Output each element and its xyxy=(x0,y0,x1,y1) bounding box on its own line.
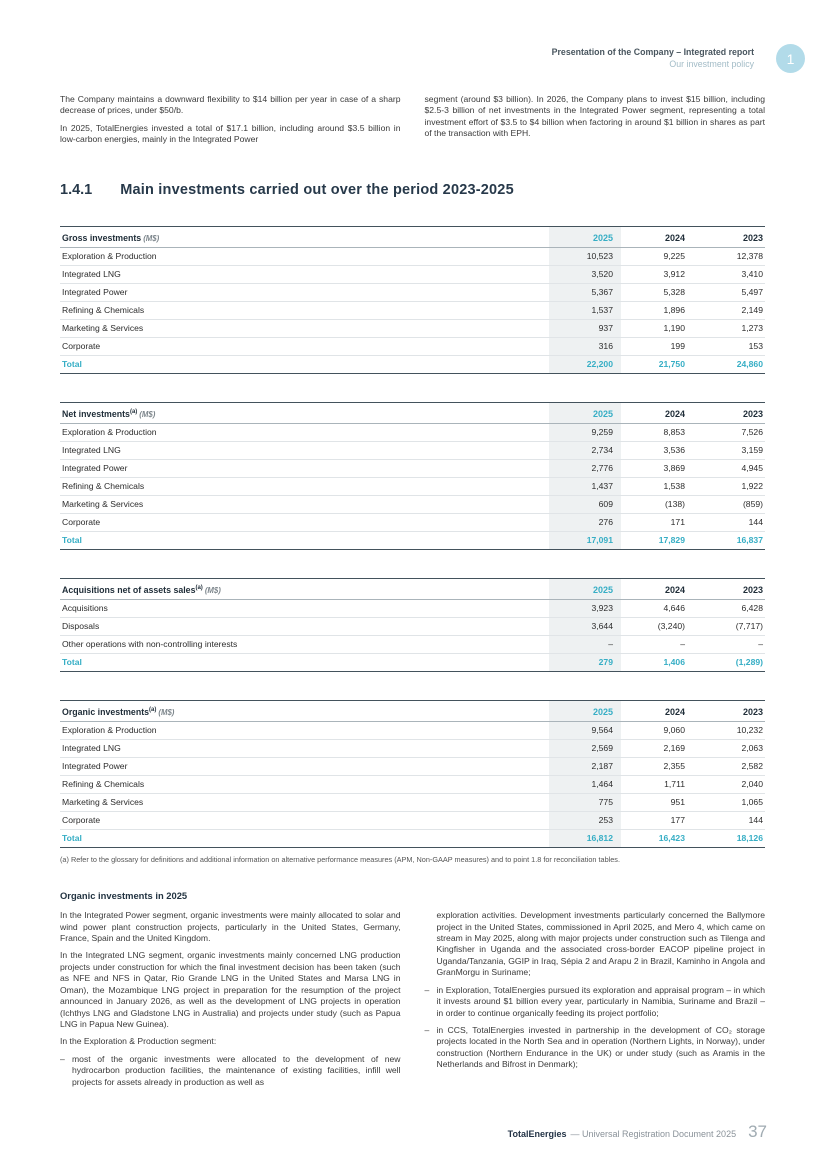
body-paragraph: In the Integrated LNG segment, organic investments mainly concerned LNG production projects under construction for which the final investment decision has been taken (such as NFE and NFS in Qatar, Rio Grande LNG in the United States and Marsa LNG in Oman), the Mozambique LNG project in preparation for the resumption of the project announced in January 2026, as well as the development of LNG projects in operation (Ichthys LNG and Gladstone LNG in Australia) and projects under study (such as Papua LNG in Papua New Guinea). xyxy=(60,950,401,1029)
cell-value: 9,259 xyxy=(549,423,621,441)
table-row xyxy=(60,617,765,635)
year-column-header-2024: 2024 xyxy=(621,402,693,423)
table-title: Gross investments (M$) xyxy=(60,226,549,247)
cell-value: 1,273 xyxy=(693,319,765,337)
intro-paragraph: segment (around $3 billion). In 2026, the Company plans to invest $15 billion, including $2.5-3 billion of net investments in the Integrated Power segment, representing a total investment effort of $3.5 to $4 billion when factoring in around $1 billion in shares as part of the transaction with EPH. xyxy=(424,94,765,139)
cell-value: 1,538 xyxy=(621,477,693,495)
cell-value: 1,711 xyxy=(621,775,693,793)
cell-value: 2,569 xyxy=(549,739,621,757)
cell-value: 937 xyxy=(549,319,621,337)
investments-table-1 xyxy=(60,226,765,374)
year-column-header-2023: 2023 xyxy=(693,402,765,423)
bullet-item xyxy=(60,1054,401,1088)
body-paragraph: In the Exploration & Production segment: xyxy=(60,1036,217,1047)
header-title: Presentation of the Company – Integrated report xyxy=(551,47,754,57)
total-value: 1,406 xyxy=(621,653,693,671)
dash-marker: – xyxy=(424,984,430,995)
cell-value: 9,060 xyxy=(621,721,693,739)
row-label: Integrated LNG xyxy=(60,265,549,283)
bullet-text: most of the organic investments were allocated to the development of new hydrocarbon production facilities, the maintenance of existing facilities, infill well projects for assets already in production as well as xyxy=(72,1053,401,1087)
total-label: Total xyxy=(60,531,549,549)
total-row xyxy=(60,355,765,373)
dash-marker: – xyxy=(60,1053,65,1064)
table-row xyxy=(60,721,765,739)
intro-columns xyxy=(60,94,765,152)
cell-value: 1,464 xyxy=(549,775,621,793)
cell-value: 951 xyxy=(621,793,693,811)
row-label: Marketing & Services xyxy=(60,495,549,513)
row-label: Marketing & Services xyxy=(60,793,549,811)
bullet-item xyxy=(425,985,766,1019)
table-title: Organic investments$^{(a)}$ (M$) xyxy=(60,700,549,721)
footer-page-number: 37 xyxy=(748,1122,767,1141)
intro-left-column xyxy=(60,94,401,152)
cell-value: 2,040 xyxy=(693,775,765,793)
year-column-header-2023: 2023 xyxy=(693,226,765,247)
cell-value: 775 xyxy=(549,793,621,811)
cell-value: 9,225 xyxy=(621,247,693,265)
bullet-text: in Exploration, TotalEnergies pursued its exploration and appraisal program – in which it invests around $1 billion every year, particularly in Namibia, Suriname and Brazil – in order to continue organically feeding its project portfolio; xyxy=(436,984,765,1018)
table-row xyxy=(60,337,765,355)
cell-value: 6,428 xyxy=(693,599,765,617)
table-row xyxy=(60,757,765,775)
total-label: Total xyxy=(60,829,549,847)
cell-value: 3,520 xyxy=(549,265,621,283)
row-label: Exploration & Production xyxy=(60,721,549,739)
cell-value: 3,869 xyxy=(621,459,693,477)
cell-value: 2,187 xyxy=(549,757,621,775)
cell-value: (138) xyxy=(621,495,693,513)
table-row xyxy=(60,459,765,477)
table-header-row xyxy=(60,700,765,721)
row-label: Refining & Chemicals xyxy=(60,301,549,319)
cell-value: 10,523 xyxy=(549,247,621,265)
chapter-number-badge: 1 xyxy=(776,44,805,73)
year-column-header-2024: 2024 xyxy=(621,226,693,247)
header-subtitle: Our investment policy xyxy=(669,58,754,69)
cell-value: 1,922 xyxy=(693,477,765,495)
organic-left-column xyxy=(60,910,401,1094)
total-label: Total xyxy=(60,653,549,671)
total-value: (1,289) xyxy=(693,653,765,671)
footer-document-title: — Universal Registration Document 2025 xyxy=(570,1129,737,1139)
investments-table-2 xyxy=(60,402,765,550)
row-label: Other operations with non-controlling interests xyxy=(60,635,549,653)
cell-value: 12,378 xyxy=(693,247,765,265)
body-paragraph: exploration activities. Development investments particularly concerned the Ballymore project in the United States, commissioned in April 2025, and Mero 4, which came on stream in May 2025, along with major projects under construction such as Tilenga and Kingfisher in Uganda and the associated cross-border EACOP pipeline project in Uganda/Tanzania, GGIP in Iraq, Sépia 2 and Arapu 2 in Brazil, Kaminho in Angola and GranMorgu in Suriname; xyxy=(436,910,765,978)
table-row xyxy=(60,247,765,265)
row-label: Disposals xyxy=(60,617,549,635)
cell-value: – xyxy=(549,635,621,653)
table-row xyxy=(60,441,765,459)
cell-value: 3,410 xyxy=(693,265,765,283)
section-title: Main investments carried out over the period 2023-2025 xyxy=(120,181,514,198)
investment-tables xyxy=(60,226,765,848)
section-heading xyxy=(60,182,765,198)
cell-value: 10,232 xyxy=(693,721,765,739)
table-row xyxy=(60,319,765,337)
cell-value: 7,526 xyxy=(693,423,765,441)
cell-value: (859) xyxy=(693,495,765,513)
cell-value: 5,367 xyxy=(549,283,621,301)
year-column-header-2023: 2023 xyxy=(693,700,765,721)
table-row xyxy=(60,265,765,283)
row-label: Exploration & Production xyxy=(60,423,549,441)
organic-investments-heading: Organic investments in 2025 xyxy=(60,890,188,902)
cell-value: 5,497 xyxy=(693,283,765,301)
page-header xyxy=(552,44,805,73)
cell-value: (3,240) xyxy=(621,617,693,635)
row-label: Integrated LNG xyxy=(60,441,549,459)
year-column-header-2025: 2025 xyxy=(549,700,621,721)
table-row xyxy=(60,793,765,811)
cell-value: 2,734 xyxy=(549,441,621,459)
row-label: Corporate xyxy=(60,513,549,531)
table-row xyxy=(60,301,765,319)
year-column-header-2024: 2024 xyxy=(621,578,693,599)
table-row xyxy=(60,811,765,829)
table-header-row xyxy=(60,226,765,247)
total-value: 17,829 xyxy=(621,531,693,549)
investments-table-4 xyxy=(60,700,765,848)
row-label: Marketing & Services xyxy=(60,319,549,337)
cell-value: 3,159 xyxy=(693,441,765,459)
total-value: 16,812 xyxy=(549,829,621,847)
organic-right-column xyxy=(425,910,766,1094)
cell-value: 2,063 xyxy=(693,739,765,757)
total-value: 22,200 xyxy=(549,355,621,373)
row-label: Refining & Chemicals xyxy=(60,477,549,495)
total-value: 17,091 xyxy=(549,531,621,549)
total-value: 279 xyxy=(549,653,621,671)
cell-value: – xyxy=(621,635,693,653)
page-footer xyxy=(508,1122,767,1142)
cell-value: 3,912 xyxy=(621,265,693,283)
row-label: Integrated Power xyxy=(60,283,549,301)
table-title: Net investments$^{(a)}$ (M$) xyxy=(60,402,549,423)
cell-value: 153 xyxy=(693,337,765,355)
cell-value: 316 xyxy=(549,337,621,355)
investments-table-3 xyxy=(60,578,765,672)
table-row xyxy=(60,635,765,653)
intro-paragraph: The Company maintains a downward flexibility to $14 billion per year in case of a sharp decrease of prices, under $50/b. xyxy=(60,94,401,116)
cell-value: 4,945 xyxy=(693,459,765,477)
header-text xyxy=(552,44,754,71)
table-row xyxy=(60,513,765,531)
row-label: Integrated Power xyxy=(60,757,549,775)
year-column-header-2024: 2024 xyxy=(621,700,693,721)
cell-value: 9,564 xyxy=(549,721,621,739)
row-label: Exploration & Production xyxy=(60,247,549,265)
total-value: 16,423 xyxy=(621,829,693,847)
table-row xyxy=(60,739,765,757)
table-header-row xyxy=(60,578,765,599)
total-value: 24,860 xyxy=(693,355,765,373)
cell-value: 4,646 xyxy=(621,599,693,617)
cell-value: 144 xyxy=(693,811,765,829)
bullet-item xyxy=(425,1025,766,1071)
year-column-header-2025: 2025 xyxy=(549,578,621,599)
total-row xyxy=(60,653,765,671)
table-title: Acquisitions net of assets sales$^{(a)}$ (M$) xyxy=(60,578,549,599)
intro-right-column xyxy=(425,94,766,152)
cell-value: 2,355 xyxy=(621,757,693,775)
table-row xyxy=(60,495,765,513)
cell-value: 199 xyxy=(621,337,693,355)
cell-value: 144 xyxy=(693,513,765,531)
cell-value: 1,065 xyxy=(693,793,765,811)
section-number: 1.4.1 xyxy=(60,181,93,198)
cell-value: 2,776 xyxy=(549,459,621,477)
cell-value: 609 xyxy=(549,495,621,513)
cell-value: (7,717) xyxy=(693,617,765,635)
cell-value: 2,582 xyxy=(693,757,765,775)
total-row xyxy=(60,829,765,847)
table-footnote: (a) Refer to the glossary for definitions and additional information on alternative performance measures (APM, Non-GAAP measures) and to point 1.8 for reconciliation tables. xyxy=(60,854,620,864)
bullet-text: in CCS, TotalEnergies invested in partnership in the development of CO₂ storage projects located in the North Sea and in operation (Northern Lights, in Norway), under construction (Northern Endurance in the UK) or under study (such as Aramis in the Netherlands and Bifrost in Denmark); xyxy=(436,1024,765,1070)
cell-value: 1,437 xyxy=(549,477,621,495)
cell-value: 1,190 xyxy=(621,319,693,337)
year-column-header-2023: 2023 xyxy=(693,578,765,599)
row-label: Corporate xyxy=(60,811,549,829)
total-value: 18,126 xyxy=(693,829,765,847)
table-row xyxy=(60,283,765,301)
year-column-header-2025: 2025 xyxy=(549,226,621,247)
year-column-header-2025: 2025 xyxy=(549,402,621,423)
cell-value: 276 xyxy=(549,513,621,531)
row-label: Integrated Power xyxy=(60,459,549,477)
cell-value: 3,644 xyxy=(549,617,621,635)
table-header-row xyxy=(60,402,765,423)
total-value: 21,750 xyxy=(621,355,693,373)
cell-value: 3,923 xyxy=(549,599,621,617)
cell-value: 177 xyxy=(621,811,693,829)
cell-value: 1,537 xyxy=(549,301,621,319)
total-label: Total xyxy=(60,355,549,373)
total-value: 16,837 xyxy=(693,531,765,549)
row-label: Refining & Chemicals xyxy=(60,775,549,793)
cell-value: 2,149 xyxy=(693,301,765,319)
cell-value: 3,536 xyxy=(621,441,693,459)
total-row xyxy=(60,531,765,549)
table-row xyxy=(60,477,765,495)
row-label: Integrated LNG xyxy=(60,739,549,757)
table-row xyxy=(60,775,765,793)
body-paragraph: In the Integrated Power segment, organic investments were mainly allocated to solar and wind power plant construction projects, particularly in the United States, Germany, France, Spain and the United Kingdom. xyxy=(60,910,401,944)
row-label: Acquisitions xyxy=(60,599,549,617)
row-label: Corporate xyxy=(60,337,549,355)
cell-value: – xyxy=(693,635,765,653)
cell-value: 171 xyxy=(621,513,693,531)
cell-value: 2,169 xyxy=(621,739,693,757)
footer-brand: TotalEnergies xyxy=(507,1129,567,1139)
cell-value: 5,328 xyxy=(621,283,693,301)
table-row xyxy=(60,599,765,617)
organic-columns xyxy=(60,910,765,1094)
cell-value: 253 xyxy=(549,811,621,829)
cell-value: 8,853 xyxy=(621,423,693,441)
cell-value: 1,896 xyxy=(621,301,693,319)
table-row xyxy=(60,423,765,441)
intro-paragraph: In 2025, TotalEnergies invested a total of $17.1 billion, including around $3.5 billion in low-carbon energies, mainly in the Integrated Power xyxy=(60,122,401,145)
dash-marker: – xyxy=(424,1024,430,1035)
